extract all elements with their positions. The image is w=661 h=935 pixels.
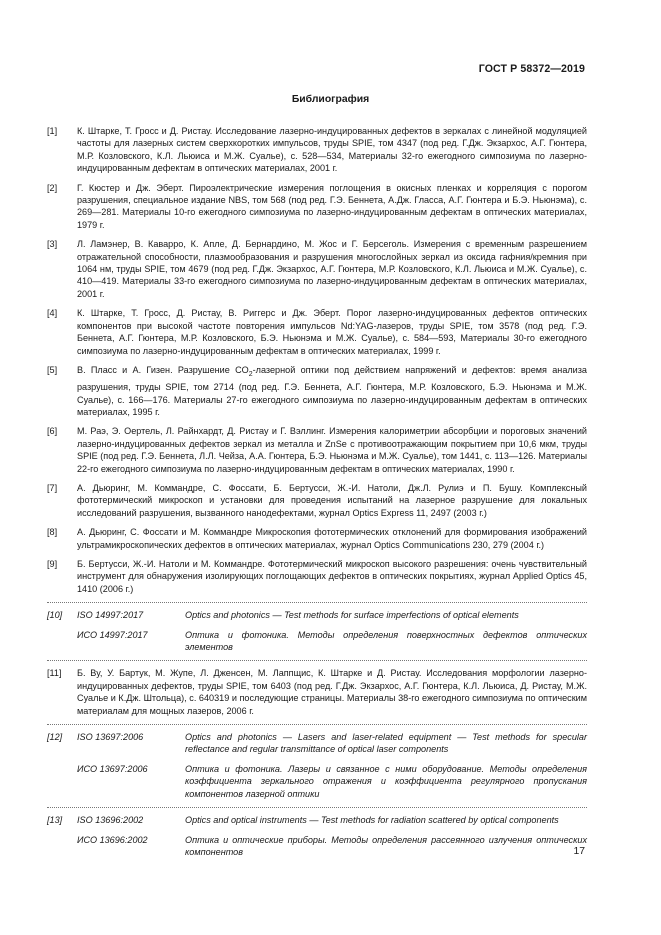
entry-text: М. Раэ, Э. Оертель, Л. Райнхардт, Д. Ристау и Г. Вэллинг. Измерения калориметрии абсорбции и пороговых значений лазерно-индуцированных дефектов зеркал из металла и ZnSe с противоотражающим покрытием при 10,6 мкм, труды SPIE (под ред. Г.Э. Беннета, Л.Л. Чейза, А.А. Гюнтера, Б.Э. Ньюнэма и М.Ж. Суалье), том 1441, с. 113—126. Материалы 22-го ежегодного симпозиума по лазерно-индуцированным дефектам в оптических материалах, 1990 г. xyxy=(77,426,587,474)
entry-text xyxy=(77,364,587,418)
bib-entry xyxy=(47,182,587,232)
entry-number: [3] xyxy=(47,239,58,250)
standard-title: Optics and photonics — Test methods for surface imperfections of optical elements xyxy=(185,610,519,621)
entry-number-empty xyxy=(47,763,77,800)
standard-code: ИСО 13697:2006 xyxy=(77,763,148,774)
bib-entry xyxy=(47,307,587,357)
bib-entry xyxy=(47,558,587,595)
standard-entry-ru xyxy=(47,629,587,654)
standard-title: Optics and optical instruments — Test methods for radiation scattered by optical components xyxy=(185,815,559,826)
entry-number: [13] xyxy=(47,815,63,826)
standard-entry-iso xyxy=(47,731,587,756)
entry-text: К. Штарке, Т. Гросс и Д. Ристау. Исследование лазерно-индуцированных дефектов в зеркалах с линейной модуляцией частоты для лазерных систем сверхкоротких импульсов, труды SPIE, том 4347 (под ред. Г.Дж. Экзархос, А.Г. Гюнтера, М.Р. Козловского, К.Л. Льюиса и М.Ж. Суалье), с. 528—534, Материалы 32-го ежегодного симпозиума по лазерно-индуцированным дефектам в оптических материалах, 2001 г. xyxy=(77,126,587,174)
entry-text: А. Дьюринг, С. Фоссати и М. Коммандре Микроскопия фототермических отклонений для формирования изображений ультрамикроскопических дефектов в оптических материалах, журнал Optics Communications 230, 279 (2004 г.) xyxy=(77,527,587,550)
entry-text: Г. Кюстер и Дж. Эберт. Пироэлектрические измерения поглощения в окисных пленках и корреляция с порогом разрушения, специальное издание NBS, том 568 (под ред. Г.Э. Беннета, А.Дж. Гласса, А.Г. Гюнтера и Б.Э. Ньюнэма), с. 269—281. Материалы 10-го ежегодного симпозиума по лазерно-индуцированным дефектам в оптических материалах, 1979 г. xyxy=(77,182,587,230)
entry-text: А. Дьюринг, М. Коммандре, С. Фоссати, Б. Бертусси, Ж.-И. Натоли, Дж.Л. Рулиэ и П. Бушу. Комплексный фототермический микроскоп и установки для проведения испытаний на лазерное разрушение для локальных исследований разрушения, вызванного нанодефектами, журнал Optics Express 11, 2497 (2003 г.) xyxy=(77,482,587,518)
standard-code: ISO 13697:2006 xyxy=(77,732,144,743)
divider xyxy=(47,807,587,808)
entry-number: [12] xyxy=(47,732,63,743)
standard-title: Optics and photonics — Lasers and laser-related equipment — Test methods for specular reflectance and regular transmittance of optical laser components xyxy=(185,732,587,755)
standard-title: Оптика и оптические приборы. Методы определения рассеянного излучения оптических компонентов xyxy=(185,834,587,857)
standard-entry-iso xyxy=(47,814,587,826)
page-title: Библиография xyxy=(291,94,370,105)
entry-text: Б. Ву, У. Бартук, М. Жупе, Л. Дженсен, М. Лаппщис, К. Штарке и Д. Ристау. Исследования морфологии лазерно-индуцированных дефектов, труды SPIE, том 6403 (под ред. Г.Дж. Экзархос, А.Г. Гюнтера, К.Л. Льюиса, Д. Ристау, М.Ж. Суалье и К.Дж. Штольца), с. 640319 и последующие страницы. Материалы 38-го ежегодного симпозиума по оптическим материалам для мощных лазеров, 2006 г. xyxy=(77,668,587,716)
entry-text: К. Штарке, Т. Гросс, Д. Ристау, В. Риггерс и Дж. Эберт. Порог лазерно-индуцированных дефектов оптических компонентов при высокой частоте повторения импульсов Nd:YAG-лазеров, труды SPIE, том 3578 (под ред. Г.Э. Беннета, А.Г. Гюнтера, М.Р. Козловского, Б.Э. Ньюнэма и М.Ж. Суальe), с. 584—593, Материалы 30-го ежегодного симпозиума по лазерно-индуцированным дефектам в оптических материалах, 1999 г. xyxy=(77,308,587,356)
divider xyxy=(47,724,587,725)
bib-entry xyxy=(47,667,587,717)
entry-number: [7] xyxy=(47,482,58,493)
entry-number: [10] xyxy=(47,610,63,621)
bibliography-list xyxy=(47,125,587,865)
divider xyxy=(47,602,587,603)
standard-code: ИСО 14997:2017 xyxy=(77,629,148,640)
standard-code: ISO 14997:2017 xyxy=(77,610,144,621)
entry-number: [2] xyxy=(47,182,58,193)
entry-number: [4] xyxy=(47,308,58,319)
entry-text-part: В. Пласс и А. Гизен. Разрушение CO xyxy=(77,364,249,375)
divider xyxy=(47,660,587,661)
standard-code: ISO 13696:2002 xyxy=(77,815,144,826)
entry-number: [5] xyxy=(47,364,58,375)
entry-number: [8] xyxy=(47,527,58,538)
entry-number-empty xyxy=(47,834,77,859)
entry-number: [6] xyxy=(47,426,58,437)
bib-entry xyxy=(47,526,587,551)
bib-entry xyxy=(47,238,587,300)
standard-title: Оптика и фотоника. Методы определения поверхностных дефектов оптических элементов xyxy=(185,629,587,653)
standard-entry-ru xyxy=(47,834,587,859)
bib-entry xyxy=(47,482,587,519)
standard-code: ИСО 13696:2002 xyxy=(77,834,148,845)
entry-text: Б. Бертусси, Ж.-И. Натоли и М. Коммандре. Фототермический микроскоп высокого разрешения: очень чувствительный инструмент для обнаружения изолирующих поглощающих дефектов в оптических покрытиях, журнал Applied Optics 45, 1410 (2006 г.) xyxy=(77,559,587,594)
entry-text-part: -лазерной оптики под действием напряжений и дефектов: время анализа разрушения, труды SPIE, том 2714 (под ред. Г.Э. Беннета, А.Г. Гюнтера, М.Р. Козловского, Б.Э. Ньюнэма и М.Ж. Суалье), с. 166—176. Материалы 27-го ежегодного симпозиума по лазерно-индуцированным дефектам в оптических материалах, 1995 г. xyxy=(77,364,587,417)
entry-number: [1] xyxy=(47,126,58,136)
subscript: 2 xyxy=(248,370,253,378)
bib-entry xyxy=(47,425,587,475)
bib-entry xyxy=(47,364,587,418)
page-number: 17 xyxy=(573,846,585,857)
bib-entry xyxy=(47,125,587,175)
entry-number: [9] xyxy=(47,559,58,569)
entry-number-empty xyxy=(47,629,77,654)
entry-number: [11] xyxy=(47,668,62,679)
entry-text: Л. Ламэнер, В. Каварро, К. Апле, Д. Бернардино, М. Жос и Г. Берсеголь. Измерения с временным разрешением отражательной способности, плазмообразования и разрушения многослойных зеркал из оксида гафния/кремния при 1064 нм, труды SPIE, том 4679 (под ред. Г.Дж. Экзархос, А.Г. Гюнтера, М.Р. Козловского, К.Л. Льюиса и М.Ж. Суалье), с. 410—419. Материалы 33-го ежегодного симпозиума по лазерно-индуцированным дефектам в оптических материалах, 2001 г. xyxy=(77,239,587,299)
standard-entry-iso xyxy=(47,609,587,621)
standard-entry-ru xyxy=(47,763,587,800)
standard-title: Оптика и фотоника. Лазеры и связанное с ними оборудование. Методы определения коэффициента зеркального отражения и коэффициента регулярного пропускания компонентов лазерной оптики xyxy=(185,763,587,799)
document-id: ГОСТ Р 58372—2019 xyxy=(478,63,585,75)
